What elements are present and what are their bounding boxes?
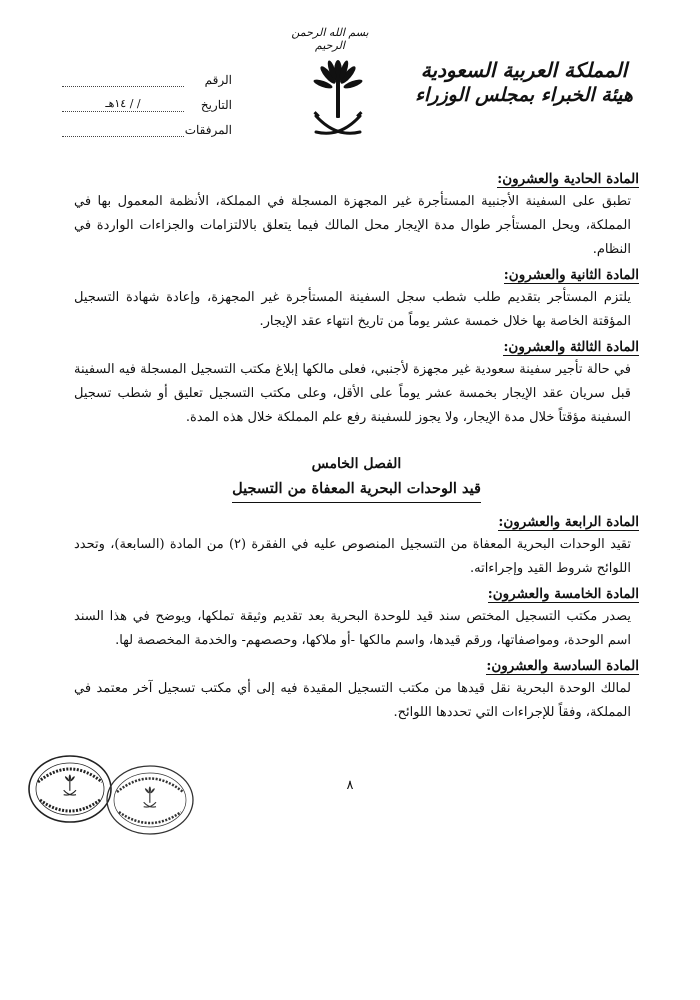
- ref-line: [62, 76, 184, 87]
- article-21-text: تطبق على السفينة الأجنبية المستأجرة غير المجهزة المسجلة في المملكة، الأنظمة المعمول بها في المملكة، ويحل المستأجر طوال مدة الإيجار محل المالك فيما يتعلق بالالتزامات والجزاءات الواردة في النظام.: [74, 194, 631, 257]
- date-value: / / ١٤هـ: [105, 97, 141, 110]
- attachments-row: [62, 112, 232, 137]
- ref-row: [62, 62, 232, 87]
- article-23-text: في حالة تأجير سفينة سعودية غير مجهزة لأجنبي، فعلى مالكها إبلاغ مكتب التسجيل المسجلة فيه السفينة قبل سريان عقد الإيجار بخمسة عشر يوماً على الأقل، وعلى مكتب التسجيل تعليق أو شطب تسجيل السفينة مؤقتاً خلال مدة الإيجار، ولا يجوز للسفينة رفع علم المملكة خلال هذه المدة.: [74, 362, 631, 425]
- date-line: [62, 97, 184, 112]
- org-line-2: هيئة الخبراء بمجلس الوزراء: [415, 84, 633, 106]
- article-24-text: تقيد الوحدات البحرية المعفاة من التسجيل المنصوص عليه في الفقرة (٢) من المادة (السابعة)، وتحدد اللوائح شروط القيد وإجراءاته.: [74, 537, 632, 576]
- article-25-text: يصدر مكتب التسجيل المختص سند قيد للوحدة البحرية بعد تقديم وثيقة تملكها، ويوضح في هذا السند اسم الوحدة، ومواصفاتها، ورقم قيدها، واسم مالكها -أو ملاكها، وحصصهم- والخدمة المخصصة لها.: [74, 609, 631, 648]
- attachments-line: [62, 126, 184, 137]
- page-number: ٨: [346, 778, 354, 793]
- document-body: [74, 168, 639, 727]
- article-22-text: يلتزم المستأجر بتقديم طلب شطب سجل السفينة المستأجرة غير المجهزة، وإعادة شهادة التسجيل المؤقتة الخاصة بها خلال خمسة عشر يوماً من تاريخ انتهاء عقد الإيجار.: [74, 290, 631, 329]
- article-23-title: المادة الثالثة والعشرون:: [503, 339, 639, 355]
- article-22-title: المادة الثانية والعشرون:: [503, 267, 639, 283]
- article-25-title: المادة الخامسة والعشرون:: [487, 586, 639, 602]
- chapter-heading: [74, 452, 639, 503]
- article-24-title: المادة الرابعة والعشرون:: [498, 514, 639, 530]
- date-label: التاريخ: [200, 98, 232, 112]
- ref-label: الرقم: [204, 73, 232, 87]
- org-line-1: المملكة العربية السعودية: [420, 58, 628, 82]
- organization-heading: [404, 58, 644, 108]
- document-meta: [62, 62, 232, 137]
- official-stamp-1: [26, 752, 114, 826]
- attachments-label: المرفقات: [184, 123, 232, 137]
- basmala: بسم الله الرحمن الرحيم: [291, 26, 369, 52]
- date-row: [62, 87, 232, 112]
- article-26-text: لمالك الوحدة البحرية نقل قيدها من مكتب التسجيل المقيدة فيه إلى أي مكتب تسجيل آخر معتمد في المملكة، وفقاً للإجراءات التي تحددها اللوائح.: [74, 681, 631, 720]
- chapter-title: الفصل الخامس: [311, 456, 402, 472]
- chapter-subtitle: قيد الوحدات البحرية المعفاة من التسجيل: [232, 476, 481, 503]
- article-26-title: المادة السادسة والعشرون:: [486, 658, 639, 674]
- article-21-title: المادة الحادية والعشرون:: [497, 171, 639, 187]
- saudi-emblem-icon: [310, 58, 366, 144]
- official-stamp-2: [104, 762, 196, 838]
